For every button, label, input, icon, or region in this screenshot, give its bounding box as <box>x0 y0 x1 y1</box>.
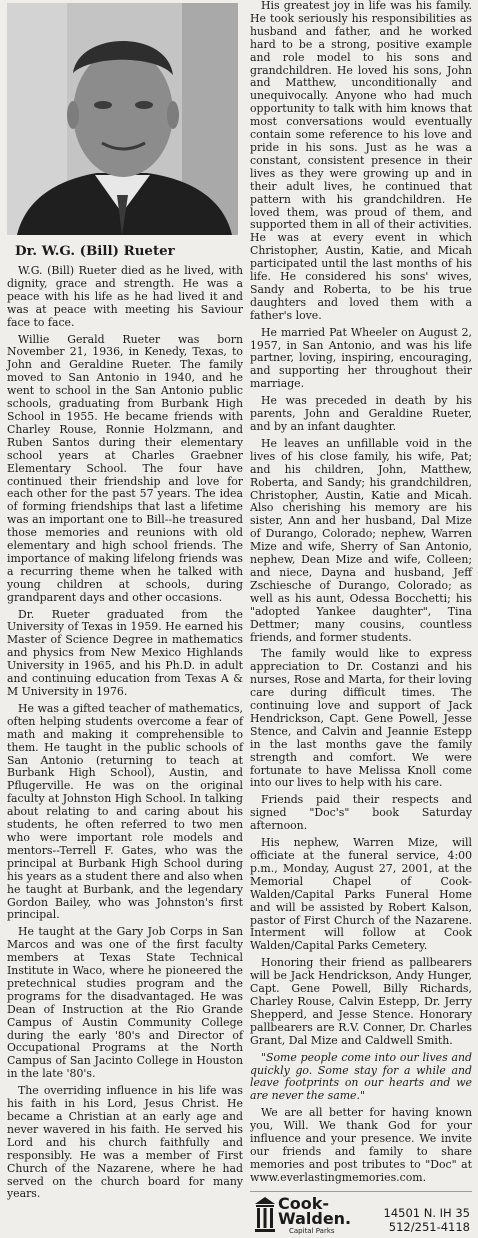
paragraph: He leaves an unfillable void in the lives of his close family, his wife, Pat; and his children, John, Matthew, Roberta, and Sandy; his grandchildren, Christopher, Austin, Katie and Micah. Also cherishing his memory are his sister, Ann and her husband, Dal Mize of Durango, Colorado; nephew, Warren Mize and wife, Sherry of San Antonio, nephew, Dean Mize and wife, Colleen; and niece, Dayna and husband, Jeff Zschiesche of Durango, Colorado; as well as his aunt, Odessa Bocchetti; his "adopted Yankee daughter", Tina Dettmer; many cousins, countless friends, and former students. <box>250 436 472 644</box>
logo-subtext: Capital Parks <box>289 1226 335 1235</box>
paragraph: Willie Gerald Rueter was born November 21, 1936, in Kenedy, Texas, to John and Geraldine Rueter. The family moved to San Antonio in 1940, and he went to school in the San Antonio public schools, graduating from Burbank High School in 1955. He became friends with Charley Rouse, Ronnie Holzmann, and Ruben Santos during their elementary school years at Charles Graebner Elementary School. The four have continued their friendship and love for each other for the past 57 years. The idea of forming friendships that last a lifetime was an important one to Bill--he treasured those memories and reunions with old elementary and high school friends. The importance of making lifelong friends was a recurring theme when he talked with young children at schools, during grandparent days and other occasions. <box>7 332 243 604</box>
logo-text: Walden. <box>278 1208 352 1228</box>
paragraph: He married Pat Wheeler on August 2, 1957, in San Antonio, and was his life partner, loving, inspiring, encouraging, and supporting her throughout their marriage. <box>250 325 472 391</box>
closing-paragraph: We are all better for having known you, Will. We thank God for your influence and your presence. We invite our friends and family to share memories and post tributes to "Doc" at www.everlastingmemories.com. <box>250 1106 472 1184</box>
right-column <box>250 0 472 1238</box>
contact-block <box>366 1206 470 1234</box>
paragraph: He taught at the Gary Job Corps in San Marcos and was one of the first faculty members at Texas State Technical Institute in Waco, where he pioneered the pretechnical studies program and the programs for the disadvantaged. He was Dean of Instruction at the Rio Grande Campus of Austin Community College during the early '80's and Director of Occupational Programs at the North Campus of San Jacinto College in Houston in the late '80's. <box>7 925 243 1081</box>
funeral-home-ad <box>250 1191 472 1238</box>
paragraph: Honoring their friend as pallbearers will be Jack Hendrickson, Andy Hunger, Capt. Gene Powell, Billy Richards, Charley Rouse, Calvin Estepp, Dr. Jerry Shepperd, and Jesse Stence. Honorary pallbearers are R.V. Conner, Dr. Charles Grant, Dal Mize and Caldwell Smith. <box>250 956 472 1047</box>
paragraph: He was a gifted teacher of mathematics, often helping students overcome a fear of math and making it comprehensible to them. He taught in the public schools of San Antonio (returning to teach at Burbank High School), Austin, and Pflugerville. He was on the original faculty at Johnston High School. In talking about relating to and caring about his students, he often referred to two men who were important role models and mentors--Terrell F. Gates, who was the principal at Burbank High School during his years as a student there and also when he taught at Burbank, and the legendary Gordon Bailey, who was Johnston's first principal. <box>7 701 243 922</box>
portrait-illustration <box>7 3 238 235</box>
paragraph: Dr. Rueter graduated from the University of Texas in 1959. He earned his Master of Science Degree in mathematics and physics from New Mexico Highlands University in 1965, and his Ph.D. in adult and continuing education from Texas A & M University in 1976. <box>7 607 243 698</box>
memorial-quote: "Some people come into our lives and quickly go. Some stay for a while and leave footprints on our hearts and we are never the same." <box>250 1050 472 1103</box>
phone-number: 512/251-4118 <box>388 1219 470 1234</box>
paragraph: He was preceded in death by his parents, John and Geraldine Rueter, and by an infant daughter. <box>250 394 472 433</box>
paragraph: The overriding influence in his life was his faith in his Lord, Jesus Christ. He became a Christian at an early age and never wavered in his faith. He served his Lord and his church faithfully and responsibly. He was a member of First Church of the Nazarene, where he had served on the church board for many years. <box>7 1084 243 1201</box>
paragraph: His nephew, Warren Mize, will officiate at the funeral service, 4:00 p.m., Monday, August 27, 2001, at the Memorial Chapel of Cook-Walden/Capital Parks Funeral Home and will be assisted by Robert Kalson, pastor of First Church of the Nazarene. Interment will follow at Cook Walden/Capital Parks Cemetery. <box>250 836 472 953</box>
paragraph: Friends paid their respects and signed "Doc's" book Saturday afternoon. <box>250 793 472 833</box>
left-column <box>7 0 243 1205</box>
address: 14501 N. IH 35 <box>383 1205 470 1220</box>
pillars-icon <box>254 1196 276 1234</box>
paragraph: W.G. (Bill) Rueter died as he lived, with dignity, grace and strength. He was a peace with his life as he had lived it and was at peace with meeting his Saviour face to face. <box>7 264 243 329</box>
paragraph: His greatest joy in life was his family. He took seriously his responsibilities as husband and father, and he worked hard to be a strong, positive example and role model to his sons and grandchildren. He loved his sons, John and Matthew, unconditionally and unequivocally. Anyone who had much opportunity to talk with him knows that most conversations would eventually contain some reference to his love and pride in his sons. Just as he was a constant, consistent presence in their lives as they were growing up and in their adult lives, he continued that pattern with his grandchildren. He loved them, was proud of them, and supported them in all of their activities. He was at every event in which Christopher, Austin, Katie, and Micah participated until the last months of his life. He considered his sons' wives, Sandy and Roberta, to be his true daughters and loved them with a father's love. <box>250 0 472 322</box>
paragraph: The family would like to express appreciation to Dr. Costanzi and his nurses, Rose and Marta, for their loving care during difficult times. The continuing love and support of Jack Hendrickson, Capt. Gene Powell, Jesse Stence, and Calvin and Jeannie Estepp in the last months gave the family strength and comfort. We were fortunate to have Melissa Knoll come into our lives to help with his care. <box>250 647 472 790</box>
logo-text: Cook- <box>278 1193 330 1213</box>
deceased-name: Dr. W.G. (Bill) Rueter <box>15 243 175 259</box>
portrait-photo <box>7 3 238 235</box>
